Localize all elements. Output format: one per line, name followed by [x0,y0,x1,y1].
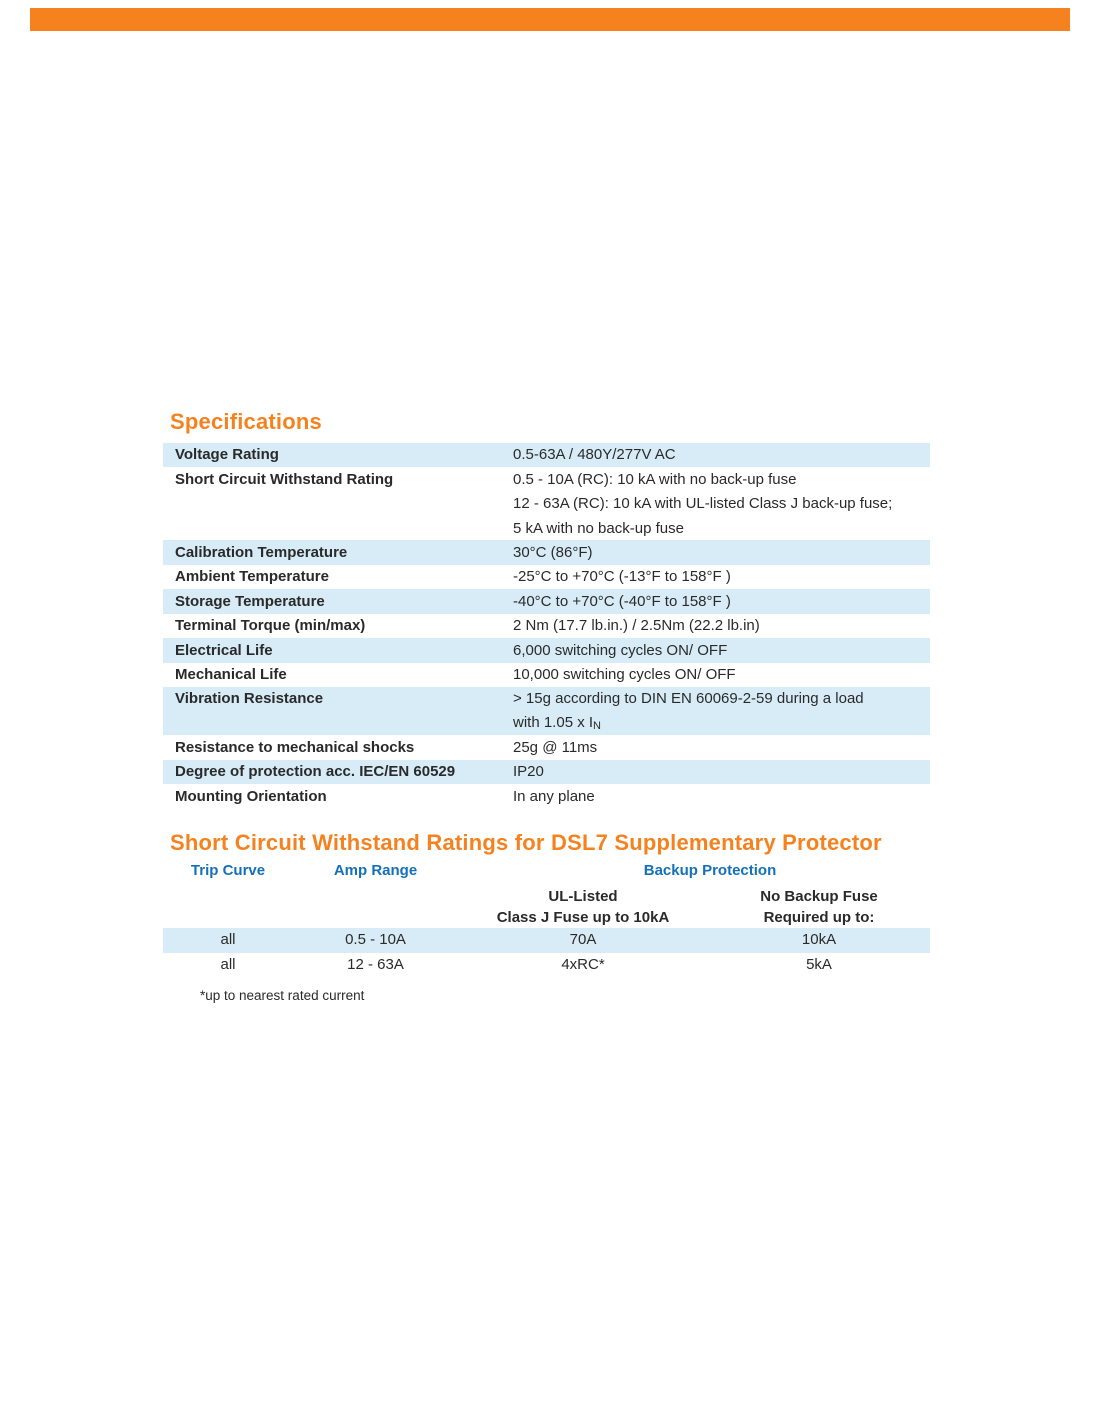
subheader-line: No Backup Fuse [760,888,878,905]
spec-row-degree-of-protection [163,760,930,784]
spec-value-line: -25°C to +70°C (-13°F to 158°F ) [513,568,731,585]
spec-label: Electrical Life [175,642,273,659]
spec-label: Terminal Torque (min/max) [175,617,366,634]
spec-value [513,565,930,589]
spec-label: Voltage Rating [175,446,279,463]
spec-row-mechanical-life [163,663,930,687]
spec-label: Calibration Temperature [175,544,348,561]
spec-value [513,760,930,784]
col-header-amp-range: Amp Range [333,862,418,879]
ratings-data-row [163,953,930,978]
spec-value-line: 5 kA with no back-up fuse [513,519,684,537]
spec-row-vibration-resistance [163,687,930,735]
spec-row-terminal-torque [163,614,930,638]
col-header-backup-protection: Backup Protection [643,862,777,879]
spec-value [513,784,930,809]
subheader-line: Class J Fuse up to 10kA [496,909,670,926]
ratings-data-row [163,928,930,953]
spec-value-line: 2 Nm (17.7 lb.in.) / 2.5Nm (22.2 lb.in) [513,617,760,634]
spec-value-line: 0.5 - 10A (RC): 10 kA with no back-up fuse [513,471,797,488]
spec-value-text: with 1.05 x I [513,714,594,731]
spec-row-ambient-temp [163,565,930,589]
footnote: *up to nearest rated current [200,988,365,1003]
col-header-trip-curve: Trip Curve [190,862,266,879]
short-circuit-ratings-table [163,862,930,977]
specifications-heading: Specifications [170,409,322,434]
spec-value [513,468,930,541]
cell-amp-range: 0.5 - 10A [345,931,406,948]
subheader-line: Required up to: [763,909,875,926]
spec-label: Mounting Orientation [175,788,327,805]
spec-value-line: > 15g according to DIN EN 60069-2-59 during a load [513,690,864,707]
spec-value [513,540,930,565]
spec-value-line [513,711,924,738]
spec-label: Degree of protection acc. IEC/EN 60529 [175,763,456,780]
short-circuit-ratings-heading: Short Circuit Withstand Ratings for DSL7 Supplementary Protector [170,830,882,855]
ratings-subheader-row [163,886,930,928]
cell-amp-range: 12 - 63A [347,955,404,973]
spec-row-storage-temp [163,589,930,614]
cell-trip-curve: all [220,931,236,948]
col-subheader-ul-listed [458,886,708,928]
spec-row-mechanical-shocks [163,735,930,760]
spec-value [513,687,930,738]
specifications-table [163,443,930,809]
spec-label: Resistance to mechanical shocks [175,739,415,756]
spec-value [513,735,930,760]
spec-row-calibration-temp [163,540,930,565]
spec-label: Storage Temperature [175,593,325,610]
top-accent-bar [30,8,1070,31]
spec-label: Vibration Resistance [175,690,324,707]
spec-value [513,443,930,467]
col-subheader-no-backup [708,886,930,928]
spec-value-line: 25g @ 11ms [513,739,598,756]
subscript-n: N [593,720,601,732]
spec-value [513,663,930,687]
cell-trip-curve: all [220,955,236,973]
cell-no-backup: 10kA [801,931,837,948]
spec-value-line: -40°C to +70°C (-40°F to 158°F ) [513,593,731,610]
spec-value-line: 12 - 63A (RC): 10 kA with UL-listed Class J back-up fuse; [513,495,893,513]
cell-no-backup: 5kA [806,955,832,973]
spec-value [513,638,930,663]
spec-value [513,614,930,638]
ratings-header-row [163,862,930,886]
spec-label: Short Circuit Withstand Rating [175,471,394,488]
spec-label: Ambient Temperature [175,568,329,585]
spec-row-electrical-life [163,638,930,663]
spec-value-line: In any plane [513,788,595,805]
spec-value-line: 30°C (86°F) [513,544,593,561]
spec-value-line: IP20 [513,763,544,780]
spec-row-voltage-rating [163,443,930,467]
subheader-line: UL-Listed [548,888,618,905]
spec-label: Mechanical Life [175,666,287,683]
cell-ul-listed: 4xRC* [561,955,605,973]
cell-ul-listed: 70A [569,931,597,948]
spec-row-short-circuit [163,467,930,540]
spec-value-line: 0.5-63A / 480Y/277V AC [513,446,676,463]
spec-value [513,589,930,614]
spec-value-line: 6,000 switching cycles ON/ OFF [513,642,728,659]
spec-value-line: 10,000 switching cycles ON/ OFF [513,666,736,683]
spec-row-mounting-orientation [163,784,930,809]
